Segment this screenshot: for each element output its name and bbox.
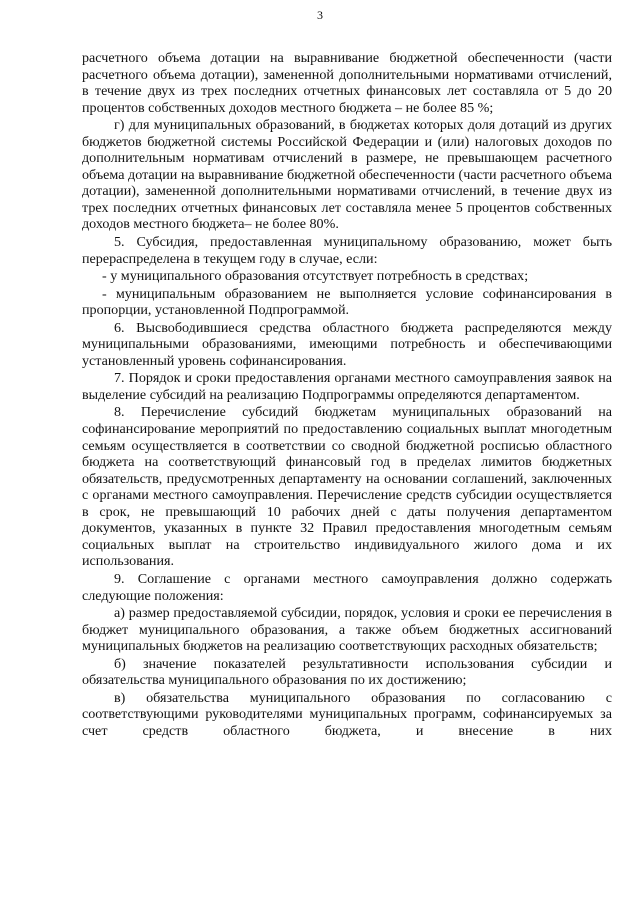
document-body: [82, 50, 612, 740]
paragraph-7: 7. Порядок и сроки предоставления органами местного самоуправления заявок на выделение субсидий на реализацию Подпрограммы определяются департаментом.: [82, 370, 612, 403]
page-number: 3: [317, 8, 323, 22]
paragraph-8: 8. Перечисление субсидий бюджетам муниципальных образований на софинансирование мероприятий по предоставлению социальных выплат многодетным семьям осуществляется в соответствии со сводной бюджетной росписью областного бюджета на соответствующий финансовый год в пределах лимитов бюджетных обязательств, предусмотренных департаменту на основании соглашений, заключенных с органами местного самоуправления. Перечисление средств субсидии осуществляется в срок, не превышающий 10 рабочих дней с даты получения департаментом документов, указанных в пункте 32 Правил предоставления многодетным семьям социальных выплат на строительство индивидуального жилого дома и их использования.: [82, 404, 612, 570]
paragraph-5-bullet-1: - у муниципального образования отсутствует потребность в средствах;: [102, 268, 529, 285]
paragraph-5: 5. Субсидия, предоставленная муниципальному образованию, может быть перераспределена в текущем году в случае, если:: [82, 234, 612, 267]
paragraph-6: 6. Высвободившиеся средства областного бюджета распределяются между муниципальными образованиями, имеющими потребность и обеспечивающими установленный уровень софинансирования.: [82, 319, 612, 369]
paragraph-9-item-a: а) размер предоставляемой субсидии, порядок, условия и сроки ее перечисления в бюджет муниципального образования, а также объем бюджетных ассигнований муниципальных бюджетов на реализацию соответствующих расходных обязательств;: [82, 605, 612, 655]
paragraph-5-bullet-2: - муниципальным образованием не выполняется условие софинансирования в пропорции, установленной Подпрограммой.: [82, 285, 612, 319]
paragraph-item-g: г) для муниципальных образований, в бюджетах которых доля дотаций из других бюджетов бюджетной системы Российской Федерации и (или) налоговых доходов по дополнительным нормативам отчислений в размере, не превышающем расчетного объема дотации на выравнивание бюджетной обеспеченности (части расчетного объема дотации), замененной дополнительными нормативами отчислений, в течение двух из трех последних отчетных финансовых лет составляла менее 5 процентов собственных доходов местного бюджета– не более 80%.: [82, 117, 612, 233]
paragraph-9-item-b: б) значение показателей результативности использования субсидии и обязательства муниципального образования по их достижению;: [82, 655, 612, 689]
paragraph-9: 9. Соглашение с органами местного самоуправления должно содержать следующие положения:: [82, 570, 612, 604]
paragraph-continuation: расчетного объема дотации на выравнивание бюджетной обеспеченности (части расчетного объема дотации), замененной дополнительными нормативами отчислений, в течение двух из трех последних отчетных финансовых лет составляла от 5 до 20 процентов собственных доходов местного бюджета – не более 85 %;: [82, 50, 612, 116]
paragraph-9-item-v: в) обязательства муниципального образования по согласованию с соответствующими руководителями муниципальных программ, софинансируемых за счет средств областного бюджета, и внесение в них: [82, 689, 612, 739]
